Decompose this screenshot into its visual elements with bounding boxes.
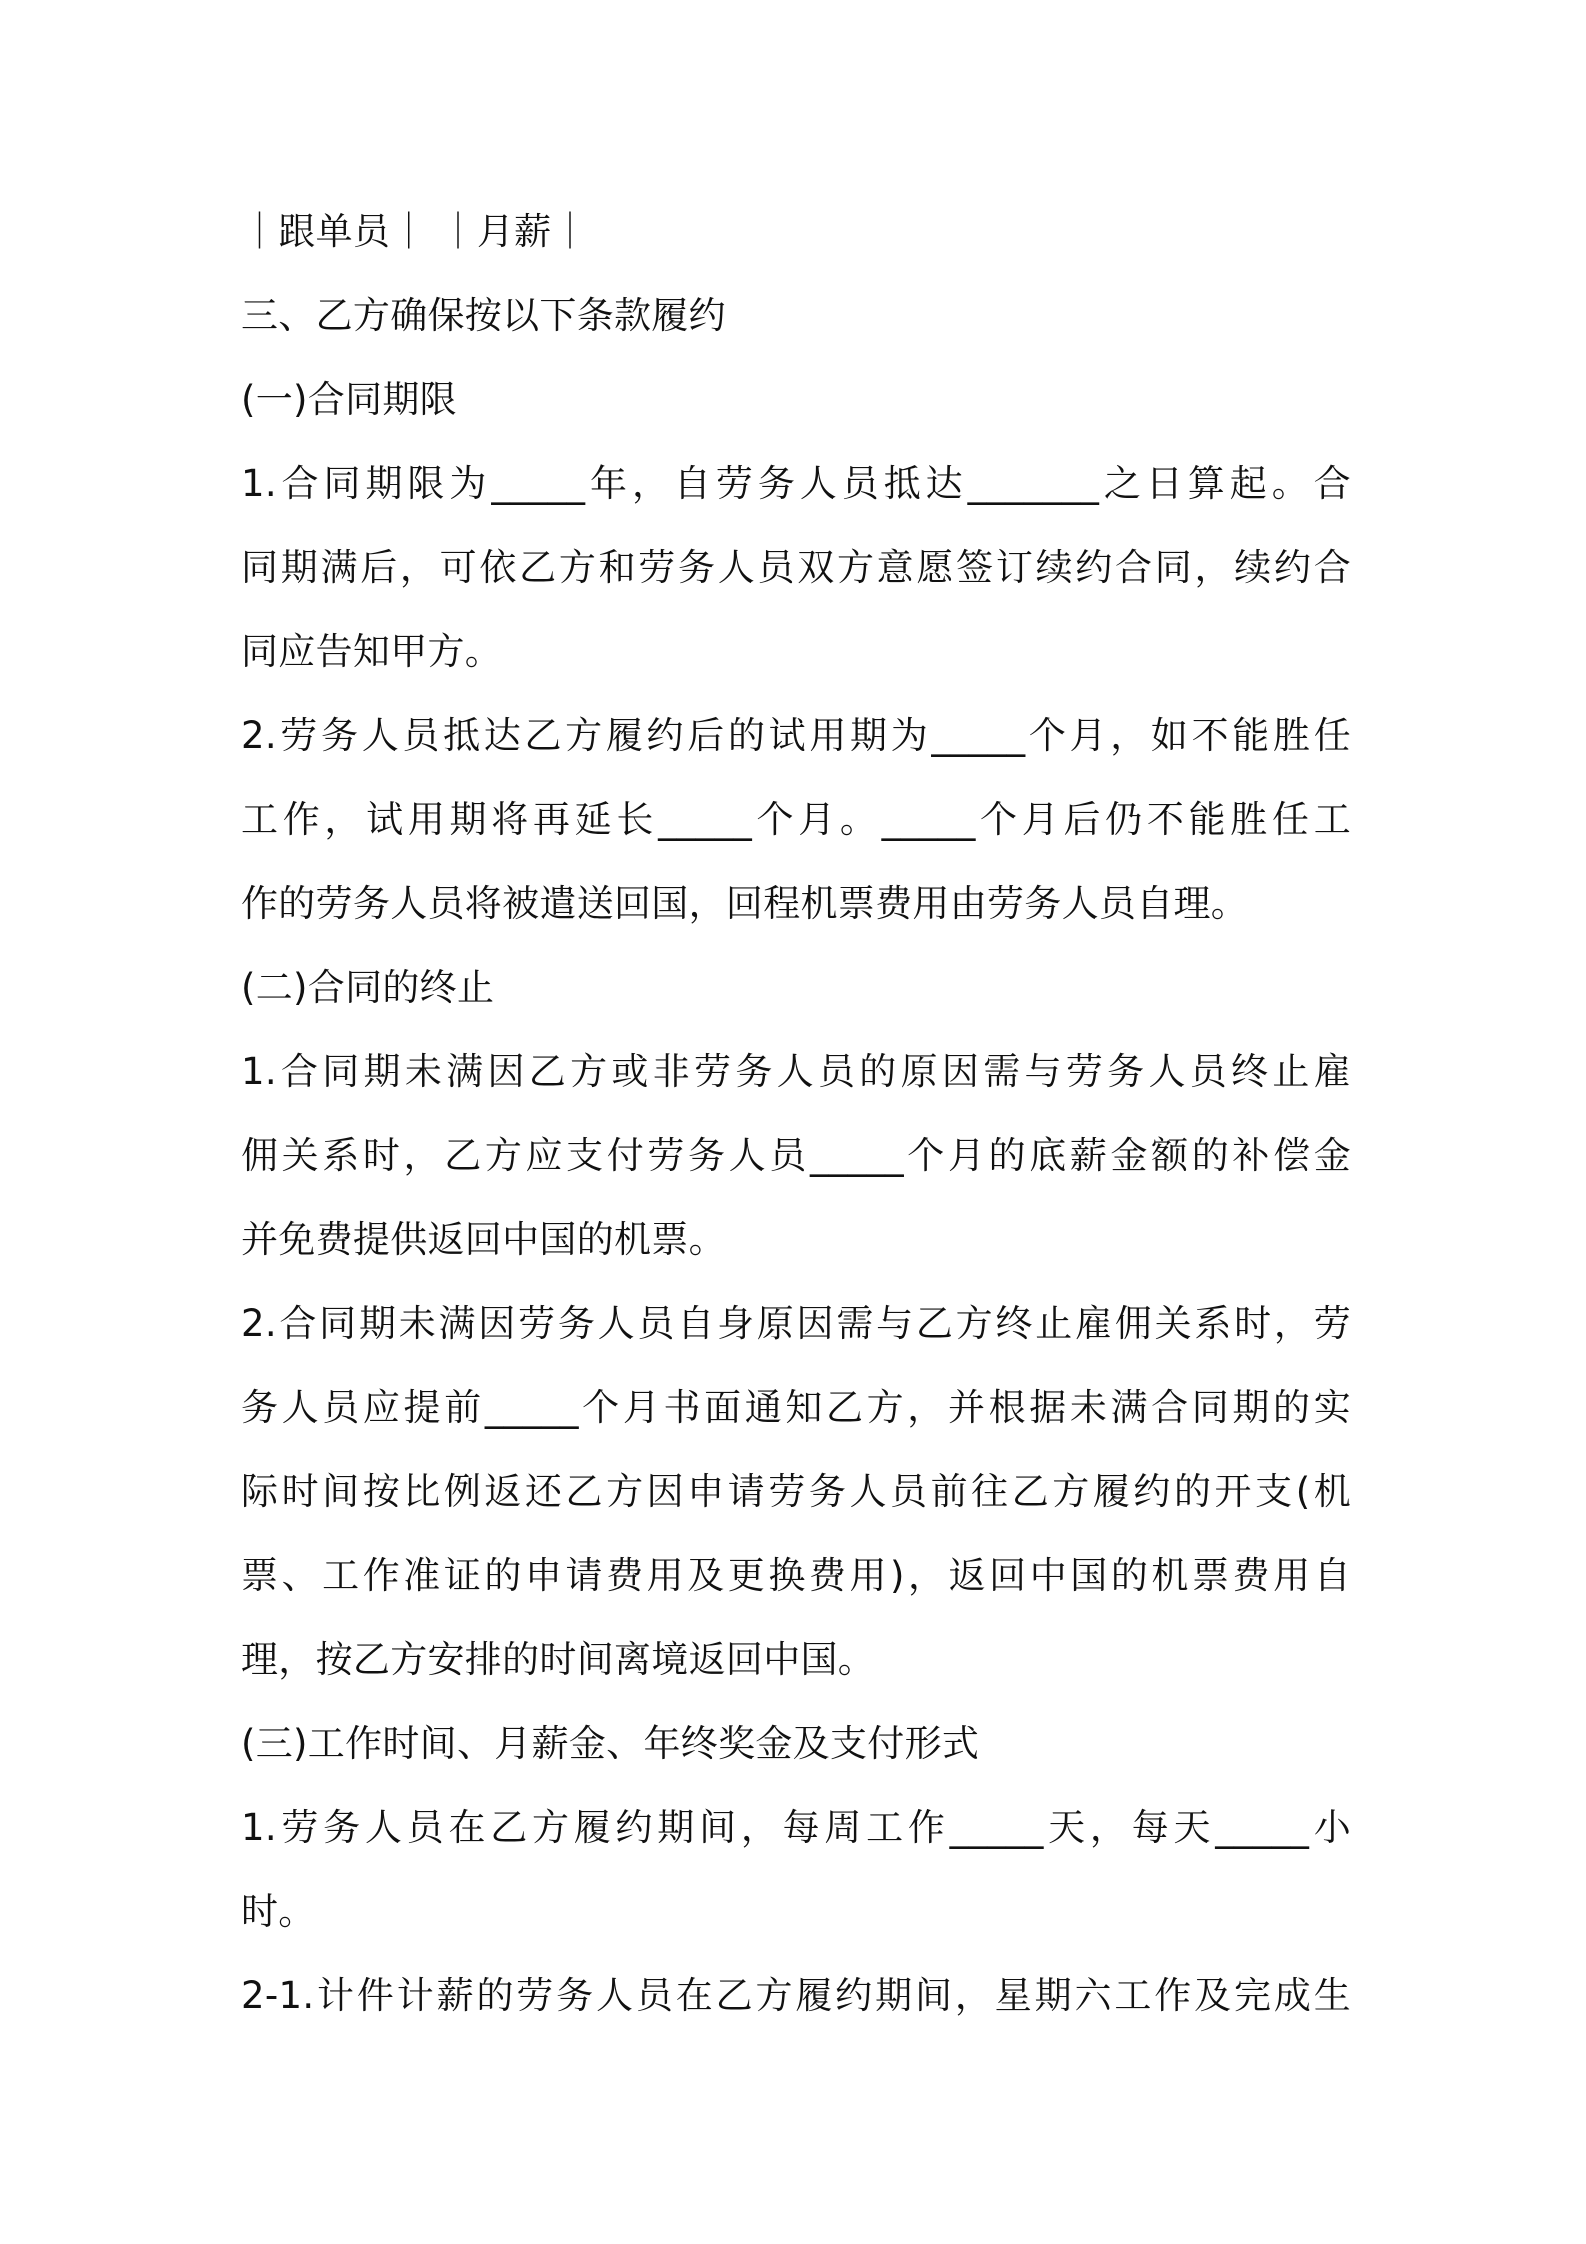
paragraph-line: 理，按乙方安排的时间离境返回中国。: [241, 1638, 876, 1681]
paragraph-line: 佣关系时，乙方应支付劳务人员_____个月的底薪金额的补偿金: [241, 1134, 1351, 1177]
subsection-heading-termination: (二)合同的终止: [241, 966, 495, 1009]
subsection-heading-work-time-pay: (三)工作时间、月薪金、年终奖金及支付形式: [241, 1722, 980, 1765]
paragraph-line: 作的劳务人员将被遣送回国，回程机票费用由劳务人员自理。: [241, 882, 1249, 925]
paragraph-line: 1.合同期未满因乙方或非劳务人员的原因需与劳务人员终止雇: [241, 1050, 1351, 1093]
paragraph-line: 2.劳务人员抵达乙方履约后的试用期为_____个月，如不能胜任: [241, 714, 1351, 757]
paragraph-line: 际时间按比例返还乙方因申请劳务人员前往乙方履约的开支(机: [241, 1470, 1351, 1513]
paragraph-line: 同应告知甲方。: [241, 630, 503, 673]
section-heading-3: 三、乙方确保按以下条款履约: [241, 294, 726, 337]
paragraph-line: 2-1.计件计薪的劳务人员在乙方履约期间，星期六工作及完成生: [241, 1974, 1351, 2017]
paragraph-line: 2.合同期未满因劳务人员自身原因需与乙方终止雇佣关系时，劳: [241, 1302, 1351, 1345]
paragraph-line: 并免费提供返回中国的机票。: [241, 1218, 726, 1261]
paragraph-line: 1.合同期限为_____年，自劳务人员抵达_______之日算起。合: [241, 462, 1351, 505]
subsection-heading-contract-term: (一)合同期限: [241, 378, 457, 421]
paragraph-line: 时。: [241, 1890, 316, 1933]
paragraph-line: 同期满后，可依乙方和劳务人员双方意愿签订续约合同，续约合: [241, 546, 1351, 589]
paragraph-line: 务人员应提前_____个月书面通知乙方，并根据未满合同期的实: [241, 1386, 1351, 1429]
paragraph-line: 1.劳务人员在乙方履约期间，每周工作_____天，每天_____小: [241, 1806, 1351, 1849]
paragraph-line: 工作，试用期将再延长_____个月。_____个月后仍不能胜任工: [241, 798, 1351, 841]
document-body: [241, 190, 1351, 2038]
paragraph-line: 票、工作准证的申请费用及更换费用)，返回中国的机票费用自: [241, 1554, 1351, 1597]
table-row-fragment: ｜跟单员｜ ｜月薪｜: [241, 210, 589, 253]
